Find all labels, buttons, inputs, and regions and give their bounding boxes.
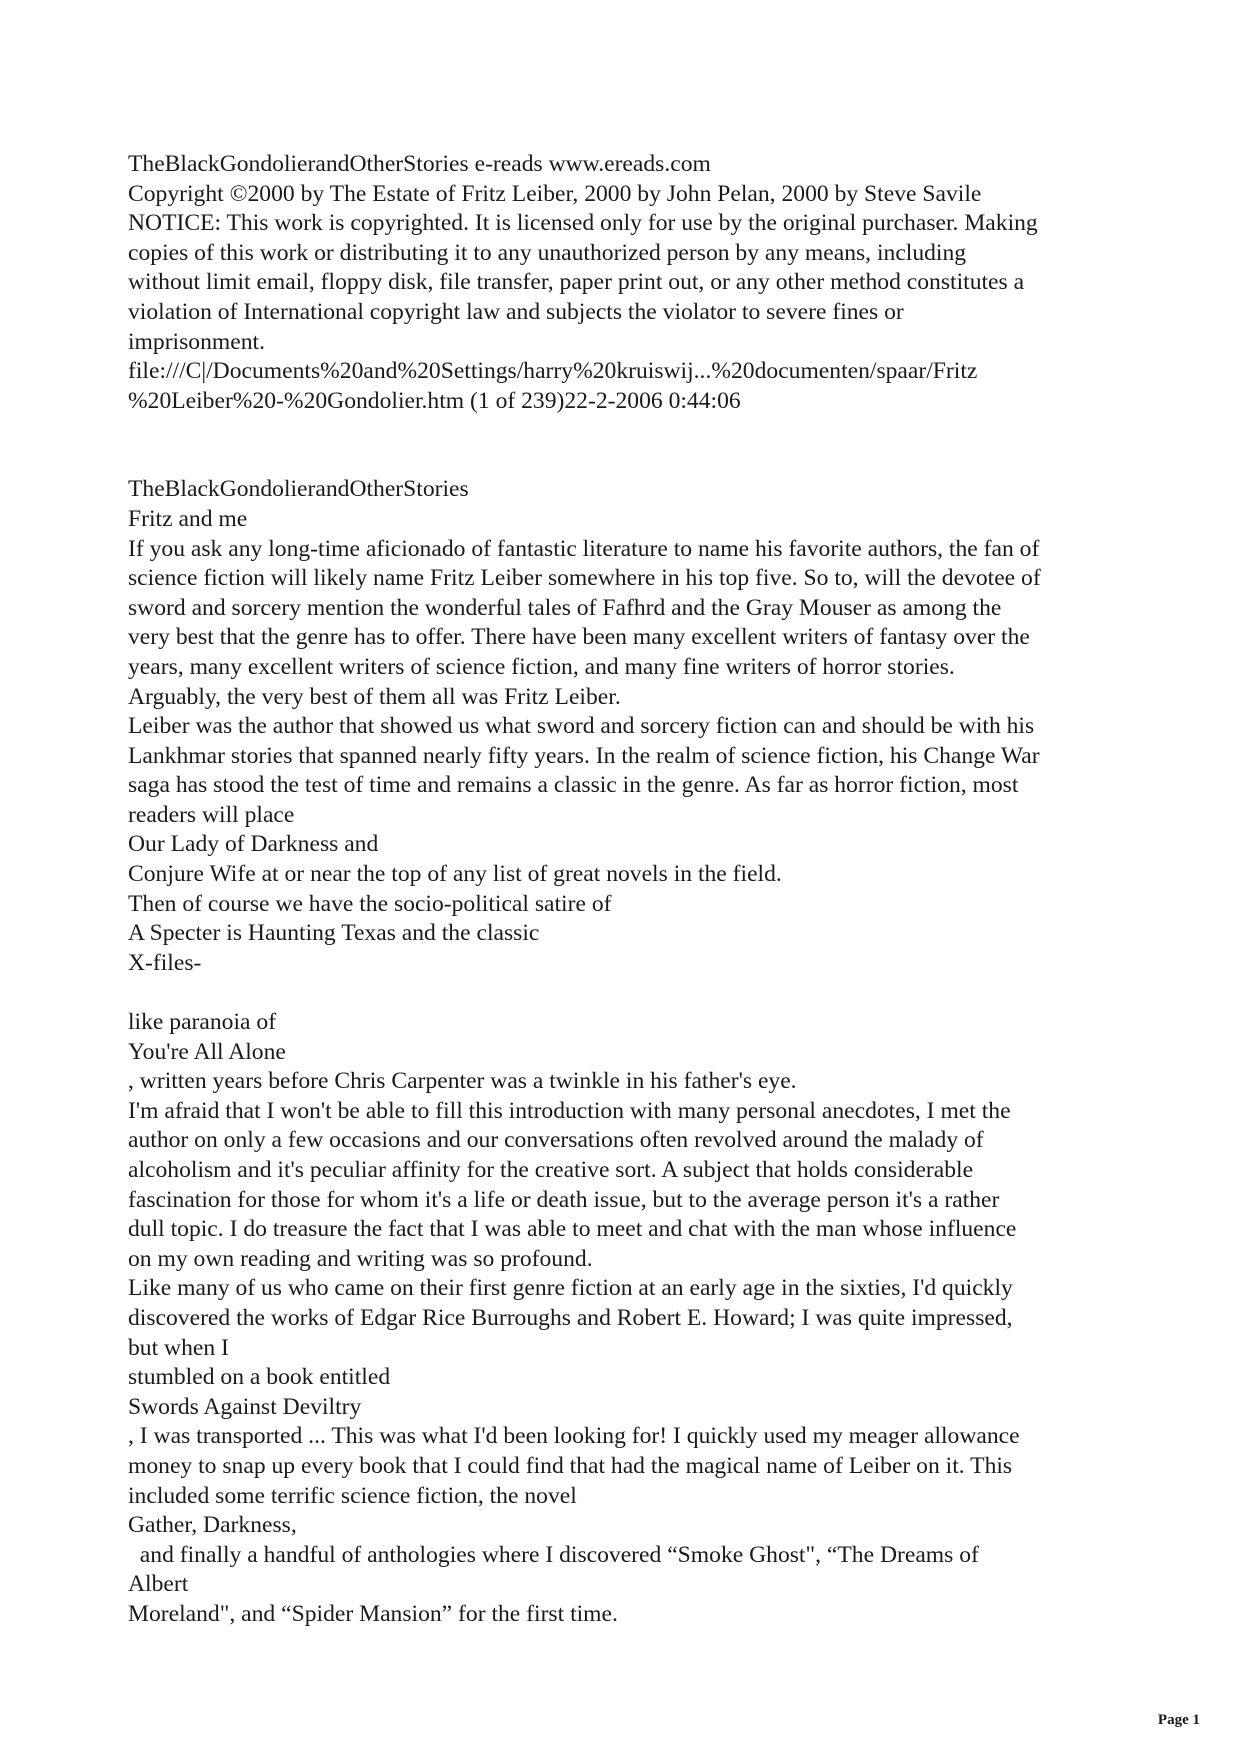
file-path-line: %20Leiber%20-%20Gondolier.htm (1 of 239)22-2-2006 0:44:06	[128, 387, 741, 414]
text-line: and finally a handful of anthologies where I discovered “Smoke Ghost", “The Dreams of	[128, 1541, 979, 1568]
text-line: X-files-	[128, 949, 202, 976]
text-line: money to snap up every book that I could find that had the magical name of Leiber on it. This	[128, 1452, 1013, 1479]
text-line: on my own reading and writing was so profound.	[128, 1245, 593, 1272]
text-line: Arguably, the very best of them all was Fritz Leiber.	[128, 683, 621, 710]
text-line: sword and sorcery mention the wonderful tales of Fafhrd and the Gray Mouser as among the	[128, 594, 1002, 621]
section-gap	[128, 416, 1118, 475]
body-text-block	[128, 1008, 1118, 1629]
text-line: , written years before Chris Carpenter was a twinkle in his father's eye.	[128, 1068, 797, 1095]
text-line: but when I	[128, 1334, 229, 1361]
text-line: Copyright ©2000 by The Estate of Fritz Leiber, 2000 by John Pelan, 2000 by Steve Savile	[128, 180, 982, 207]
text-line: A Specter is Haunting Texas and the classic	[128, 920, 540, 947]
line-gap	[128, 978, 1118, 1008]
text-line: years, many excellent writers of science fiction, and many fine writers of horror stories.	[128, 653, 955, 680]
text-line: Leiber was the author that showed us what sword and sorcery fiction can and should be with his	[128, 713, 1035, 740]
text-line: saga has stood the test of time and remains a classic in the genre. As far as horror fiction, most	[128, 772, 1019, 799]
text-line: Swords Against Deviltry	[128, 1393, 362, 1420]
text-line: If you ask any long-time aficionado of fantastic literature to name his favorite authors, the fan of	[128, 535, 1040, 562]
text-line: Lankhmar stories that spanned nearly fifty years. In the realm of science fiction, his Change War	[128, 742, 1040, 769]
text-line: without limit email, floppy disk, file transfer, paper print out, or any other method constitutes a	[128, 269, 1025, 296]
file-path-line: file:///C|/Documents%20and%20Settings/harry%20kruiswij...%20documenten/spaar/Fritz	[128, 358, 978, 385]
copyright-header-block	[128, 150, 1118, 416]
text-line: like paranoia of	[128, 1009, 277, 1036]
text-line: Moreland", and “Spider Mansion” for the first time.	[128, 1600, 618, 1627]
page-text-area	[128, 150, 1118, 1630]
text-line: readers will place	[128, 801, 295, 828]
text-line: Our Lady of Darkness and	[128, 831, 379, 858]
text-line: stumbled on a book entitled	[128, 1364, 391, 1391]
page-number: Page 1	[1157, 1712, 1200, 1728]
text-line: Conjure Wife at or near the top of any list of great novels in the field.	[128, 861, 782, 888]
text-line: very best that the genre has to offer. There have been many excellent writers of fantasy over the	[128, 624, 1030, 651]
text-line: imprisonment.	[128, 328, 265, 355]
text-line: , I was transported ... This was what I'd been looking for! I quickly used my meager allowance	[128, 1423, 1020, 1450]
text-line: Then of course we have the socio-political satire of	[128, 890, 612, 917]
text-line: Like many of us who came on their first genre fiction at an early age in the sixties, I'd quickly	[128, 1275, 1013, 1302]
text-line: NOTICE: This work is copyrighted. It is licensed only for use by the original purchaser. Making	[128, 210, 1038, 237]
text-line: I'm afraid that I won't be able to fill this introduction with many personal anecdotes, I met the	[128, 1097, 1011, 1124]
text-line: alcoholism and it's peculiar affinity for the creative sort. A subject that holds considerable	[128, 1157, 974, 1183]
text-line: dull topic. I do treasure the fact that I was able to meet and chat with the man whose influence	[128, 1216, 1017, 1243]
text-line: fascination for those for whom it's a life or death issue, but to the average person it's a rather	[128, 1186, 1000, 1213]
text-line: violation of International copyright law and subjects the violator to severe fines or	[128, 298, 904, 325]
book-title-line: TheBlackGondolierandOtherStories	[128, 476, 469, 503]
chapter-title-line: Fritz and me	[128, 505, 248, 532]
text-line: included some terrific science fiction, the novel	[128, 1482, 577, 1509]
body-text-block	[128, 475, 1118, 978]
text-line: copies of this work or distributing it to any unauthorized person by any means, including	[128, 239, 967, 266]
text-line: You're All Alone	[128, 1038, 286, 1065]
text-line: Gather, Darkness,	[128, 1512, 297, 1539]
text-line: Albert	[128, 1571, 189, 1598]
text-line: science fiction will likely name Fritz Leiber somewhere in his top five. So to, will the devotee of	[128, 565, 1041, 592]
text-line: TheBlackGondolierandOtherStories e-reads www.ereads.com	[128, 151, 711, 177]
text-line: author on only a few occasions and our conversations often revolved around the malady of	[128, 1127, 984, 1154]
text-line: discovered the works of Edgar Rice Burroughs and Robert E. Howard; I was quite impressed,	[128, 1304, 1013, 1331]
